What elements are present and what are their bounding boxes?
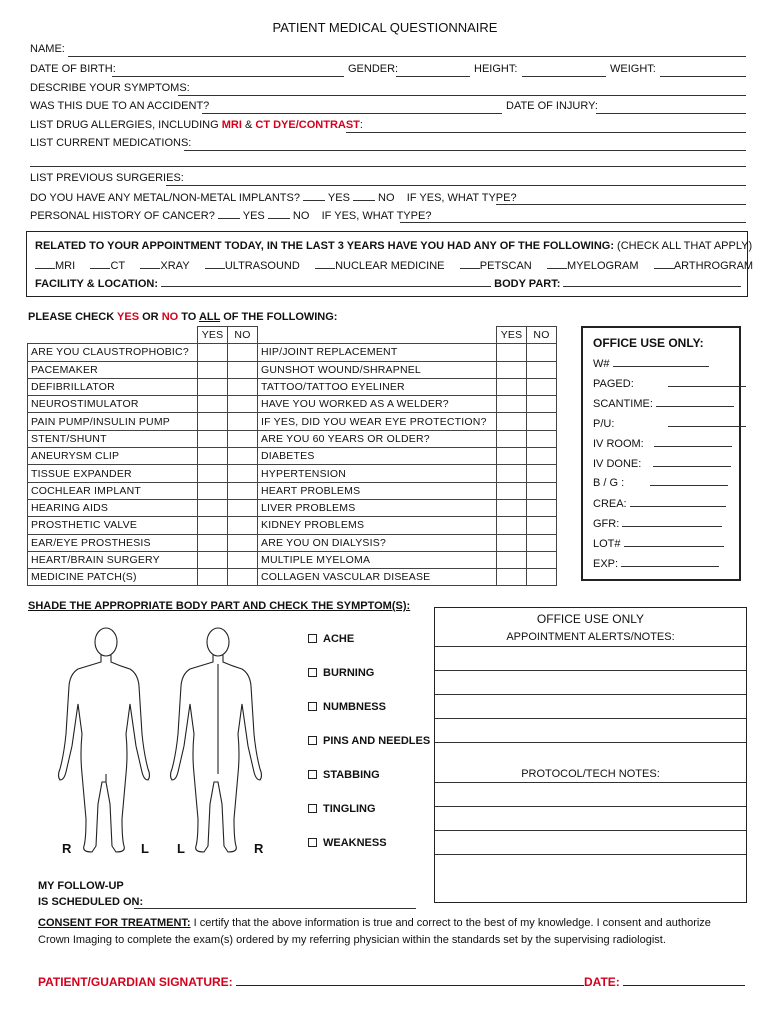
no-cell[interactable] (527, 569, 557, 586)
injury-date-field[interactable] (596, 113, 746, 114)
protocol-label: PROTOCOL/TECH NOTES: (521, 768, 660, 780)
no-cell[interactable] (228, 448, 258, 465)
table-row (28, 378, 557, 395)
no-cell[interactable] (228, 344, 258, 361)
yes-cell[interactable] (198, 378, 228, 395)
no-cell[interactable] (527, 396, 557, 413)
implants-no-blank[interactable] (353, 191, 375, 201)
body-diagram[interactable] (48, 624, 288, 864)
yes-cell[interactable] (497, 534, 527, 551)
related-exams-box (26, 231, 754, 297)
yes-cell[interactable] (497, 517, 527, 534)
dob-field[interactable] (112, 76, 344, 77)
symptom-weakness[interactable]: WEAKNESS (308, 837, 387, 849)
checklist-item-label: HIP/JOINT REPLACEMENT (258, 344, 497, 361)
checklist-item-label: ARE YOU CLAUSTROPHOBIC? (28, 344, 198, 361)
no-cell[interactable] (527, 361, 557, 378)
checklist-item-label: PAIN PUMP/INSULIN PUMP (28, 413, 198, 430)
no-cell[interactable] (228, 499, 258, 516)
checklist-item-label: PROSTHETIC VALVE (28, 517, 198, 534)
page-title: PATIENT MEDICAL QUESTIONNAIRE (272, 20, 498, 35)
date-label: DATE: (584, 975, 620, 989)
exam-petscan-blank[interactable] (460, 259, 480, 269)
no-cell[interactable] (228, 569, 258, 586)
checklist-item-label: HEART/BRAIN SURGERY (28, 551, 198, 568)
related-note: (CHECK ALL THAT APPLY) (617, 240, 753, 252)
checklist-item-label: ANEURYSM CLIP (28, 448, 198, 465)
checklist-item-label: ARE YOU ON DIALYSIS? (258, 534, 497, 551)
yes-cell[interactable] (497, 569, 527, 586)
dob-label: DATE OF BIRTH: (30, 63, 116, 75)
height-field[interactable] (522, 76, 606, 77)
table-row (28, 499, 557, 516)
yes-cell[interactable] (198, 465, 228, 482)
exam-nuclear-blank[interactable] (315, 259, 335, 269)
notes-line[interactable] (435, 782, 746, 783)
facility-field[interactable] (161, 277, 491, 287)
office-ivroom-field[interactable] (654, 437, 732, 447)
notes-line[interactable] (435, 670, 746, 671)
no-cell[interactable] (527, 430, 557, 447)
exam-myelogram-blank[interactable] (547, 259, 567, 269)
no-cell[interactable] (228, 551, 258, 568)
yes-cell[interactable] (497, 551, 527, 568)
check-heading: PLEASE CHECK YES OR NO TO ALL OF THE FOLLOWING: (28, 311, 338, 323)
facility-row: FACILITY & LOCATION: BODY PART: (35, 277, 741, 290)
checklist-item-label: IF YES, DID YOU WEAR EYE PROTECTION? (258, 413, 497, 430)
yes-cell[interactable] (198, 534, 228, 551)
office-notes-title: OFFICE USE ONLY (536, 612, 645, 626)
no-cell[interactable] (527, 534, 557, 551)
surgeries-label: LIST PREVIOUS SURGERIES: (30, 172, 184, 184)
implants-row: DO YOU HAVE ANY METAL/NON-METAL IMPLANTS? YES NO IF YES, WHAT TYPE? (30, 192, 517, 204)
checklist-item-label: PACEMAKER (28, 361, 198, 378)
office-notes-box (434, 607, 747, 903)
checklist-item-label: TATTOO/TATTOO EYELINER (258, 378, 497, 395)
yes-cell[interactable] (497, 378, 527, 395)
no-cell[interactable] (228, 482, 258, 499)
exam-ultrasound-blank[interactable] (205, 259, 225, 269)
allergies-ct-text: CT DYE/CONTRAST (255, 119, 360, 131)
yes-cell[interactable] (497, 361, 527, 378)
cancer-row: PERSONAL HISTORY OF CANCER? YES NO IF YES, WHAT TYPE? (30, 210, 432, 222)
table-row (28, 413, 557, 430)
implants-type-field[interactable] (496, 204, 746, 205)
cancer-no-blank[interactable] (268, 209, 290, 219)
checklist-item-label: DIABETES (258, 448, 497, 465)
exam-xray-blank[interactable] (140, 259, 160, 269)
exam-ct-blank[interactable] (90, 259, 110, 269)
followup-line2: IS SCHEDULED ON: (38, 896, 144, 908)
no-cell[interactable] (527, 482, 557, 499)
body-back-figure[interactable] (171, 628, 262, 852)
office-scantime-field[interactable] (656, 397, 734, 407)
yes-cell[interactable] (497, 430, 527, 447)
no-cell[interactable] (527, 413, 557, 430)
office-title: OFFICE USE ONLY: (593, 336, 704, 350)
symptoms-field[interactable] (178, 95, 746, 96)
office-lot-field[interactable] (624, 537, 724, 547)
yes-cell[interactable] (497, 344, 527, 361)
body-front-figure[interactable] (59, 628, 150, 852)
medications-label: LIST CURRENT MEDICATIONS: (30, 137, 192, 149)
no-cell[interactable] (228, 517, 258, 534)
medical-checklist-table (27, 326, 557, 586)
yes-cell[interactable] (198, 430, 228, 447)
checklist-item-label: EAR/EYE PROSTHESIS (28, 534, 198, 551)
yes-cell[interactable] (497, 499, 527, 516)
checklist-item-label: MULTIPLE MYELOMA (258, 551, 497, 568)
table-row (28, 517, 557, 534)
table-row (28, 465, 557, 482)
yes-cell[interactable] (198, 396, 228, 413)
symptom-burning[interactable]: BURNING (308, 667, 374, 679)
no-cell[interactable] (527, 448, 557, 465)
signature-label: PATIENT/GUARDIAN SIGNATURE: (38, 975, 233, 989)
weight-label: WEIGHT: (610, 63, 656, 75)
label-back-left: L (177, 841, 185, 856)
signature-field[interactable] (236, 976, 584, 986)
checkbox-icon[interactable] (308, 838, 317, 847)
yes-cell[interactable] (497, 396, 527, 413)
symptom-stabbing[interactable]: STABBING (308, 769, 380, 781)
table-row (28, 361, 557, 378)
yes-cell[interactable] (198, 361, 228, 378)
symptom-pins-needles[interactable]: PINS AND NEEDLES (308, 735, 430, 747)
office-gfr-field[interactable] (622, 517, 722, 527)
notes-line[interactable] (435, 694, 746, 695)
yes-cell[interactable] (198, 551, 228, 568)
symptom-tingling[interactable]: TINGLING (308, 803, 376, 815)
office-w-field[interactable] (613, 357, 709, 367)
medications-field[interactable] (184, 150, 746, 151)
allergies-mri-text: MRI (221, 119, 242, 131)
table-row (28, 551, 557, 568)
checklist-item-label: HEART PROBLEMS (258, 482, 497, 499)
notes-line[interactable] (435, 830, 746, 831)
date-field[interactable] (623, 976, 745, 986)
checklist-item-label: COLLAGEN VASCULAR DISEASE (258, 569, 497, 586)
consent-label: CONSENT FOR TREATMENT: (38, 917, 191, 929)
table-row (28, 344, 557, 361)
checklist-item-label: COCHLEAR IMPLANT (28, 482, 198, 499)
office-pu-field[interactable] (668, 417, 746, 427)
injury-date-label: DATE OF INJURY: (506, 100, 598, 112)
label-back-right: R (254, 841, 264, 856)
checkbox-icon[interactable] (308, 804, 317, 813)
table-row (28, 569, 557, 586)
body-heading: SHADE THE APPROPRIATE BODY PART AND CHECK THE SYMPTOM(S): (28, 600, 411, 612)
yes-cell[interactable] (198, 344, 228, 361)
col-no-right: NO (527, 327, 557, 344)
no-cell[interactable] (527, 378, 557, 395)
name-field[interactable] (68, 56, 746, 57)
signature-row (38, 975, 745, 989)
accident-field[interactable] (202, 113, 502, 114)
exam-options: MRI CT XRAY ULTRASOUND NUCLEAR MEDICINE PETSCAN MYELOGRAM ARTHROGRAM (35, 259, 753, 272)
office-exp-field[interactable] (621, 557, 719, 567)
no-cell[interactable] (228, 396, 258, 413)
checklist-item-label: ARE YOU 60 YEARS OR OLDER? (258, 430, 497, 447)
checkbox-icon[interactable] (308, 634, 317, 643)
no-cell[interactable] (527, 517, 557, 534)
checklist-item-label: DEFIBRILLATOR (28, 378, 198, 395)
no-cell[interactable] (527, 344, 557, 361)
yes-cell[interactable] (497, 413, 527, 430)
followup-line1: MY FOLLOW-UP (38, 880, 124, 892)
checklist-item-label: HYPERTENSION (258, 465, 497, 482)
notes-line[interactable] (435, 718, 746, 719)
no-cell[interactable] (228, 413, 258, 430)
office-bg-field[interactable] (650, 476, 728, 486)
yes-cell[interactable] (198, 569, 228, 586)
checklist-item-label: KIDNEY PROBLEMS (258, 517, 497, 534)
cancer-yes-blank[interactable] (218, 209, 240, 219)
no-cell[interactable] (527, 499, 557, 516)
body-part-field[interactable] (563, 277, 741, 287)
yes-cell[interactable] (497, 448, 527, 465)
yes-cell[interactable] (198, 517, 228, 534)
no-cell[interactable] (228, 378, 258, 395)
table-header-row (28, 327, 557, 344)
table-row (28, 430, 557, 447)
name-label: NAME: (30, 43, 65, 55)
checkbox-icon[interactable] (308, 702, 317, 711)
alerts-label: APPOINTMENT ALERTS/NOTES: (506, 631, 675, 643)
yes-cell[interactable] (497, 482, 527, 499)
consent-line1: CONSENT FOR TREATMENT: I certify that the above information is true and correct to the best of my knowledge. I consent and authorize (38, 917, 711, 929)
col-no-left: NO (228, 327, 258, 344)
exam-mri-blank[interactable] (35, 259, 55, 269)
notes-line[interactable] (435, 646, 746, 647)
followup-field[interactable] (134, 908, 416, 909)
exam-arthrogram-blank[interactable] (654, 259, 674, 269)
yes-cell[interactable] (198, 482, 228, 499)
notes-line[interactable] (435, 742, 746, 743)
table-row (28, 482, 557, 499)
gender-label: GENDER: (348, 63, 399, 75)
office-paged-field[interactable] (668, 377, 746, 387)
checkbox-icon[interactable] (308, 736, 317, 745)
no-cell[interactable] (228, 534, 258, 551)
checklist-item-label: HEARING AIDS (28, 499, 198, 516)
checklist-item-label: NEUROSTIMULATOR (28, 396, 198, 413)
table-row (28, 396, 557, 413)
yes-cell[interactable] (198, 448, 228, 465)
symptom-ache[interactable]: ACHE (308, 633, 354, 645)
yes-cell[interactable] (198, 499, 228, 516)
checkbox-icon[interactable] (308, 668, 317, 677)
yes-cell[interactable] (198, 413, 228, 430)
accident-label: WAS THIS DUE TO AN ACCIDENT? (30, 100, 210, 112)
col-yes-left: YES (198, 327, 228, 344)
table-row (28, 534, 557, 551)
checklist-item-label: HAVE YOU WORKED AS A WELDER? (258, 396, 497, 413)
symptoms-label: DESCRIBE YOUR SYMPTOMS: (30, 82, 190, 94)
surgeries-field[interactable] (166, 185, 746, 186)
checkbox-icon[interactable] (308, 770, 317, 779)
col-yes-right: YES (497, 327, 527, 344)
label-front-left: L (141, 841, 149, 856)
allergies-label: LIST DRUG ALLERGIES, INCLUDING MRI & CT DYE/CONTRAST: (30, 119, 363, 131)
no-cell[interactable] (228, 465, 258, 482)
related-heading: RELATED TO YOUR APPOINTMENT TODAY, IN THE LAST 3 YEARS HAVE YOU HAD ANY OF THE FOLLOWING: (35, 240, 614, 252)
checklist-item-label: TISSUE EXPANDER (28, 465, 198, 482)
table-row (28, 448, 557, 465)
height-label: HEIGHT: (474, 63, 518, 75)
yes-cell[interactable] (497, 465, 527, 482)
office-ivdone-field[interactable] (653, 457, 731, 467)
medications-field-2[interactable] (30, 166, 746, 167)
office-crea-field[interactable] (630, 497, 726, 507)
no-cell[interactable] (228, 361, 258, 378)
weight-field[interactable] (660, 76, 746, 77)
gender-field[interactable] (396, 76, 470, 77)
cancer-type-field[interactable] (400, 222, 746, 223)
checklist-item-label: STENT/SHUNT (28, 430, 198, 447)
symptom-numbness[interactable]: NUMBNESS (308, 701, 386, 713)
office-use-box: OFFICE USE ONLY: W# PAGED: SCANTIME: P/U: IV ROOM: IV DONE: B / G : CREA: GFR: LOT# EXP: (581, 326, 741, 581)
no-cell[interactable] (228, 430, 258, 447)
allergies-field[interactable] (346, 132, 746, 133)
label-front-right: R (62, 841, 72, 856)
checklist-item-label: LIVER PROBLEMS (258, 499, 497, 516)
checklist-item-label: GUNSHOT WOUND/SHRAPNEL (258, 361, 497, 378)
no-cell[interactable] (527, 551, 557, 568)
implants-yes-blank[interactable] (303, 191, 325, 201)
no-cell[interactable] (527, 465, 557, 482)
checklist-item-label: MEDICINE PATCH(S) (28, 569, 198, 586)
consent-line2: Crown Imaging to complete the exam(s) ordered by my referring physician within the standards set by the supervising radiologist. (38, 934, 666, 946)
notes-line[interactable] (435, 806, 746, 807)
notes-line[interactable] (435, 854, 746, 855)
